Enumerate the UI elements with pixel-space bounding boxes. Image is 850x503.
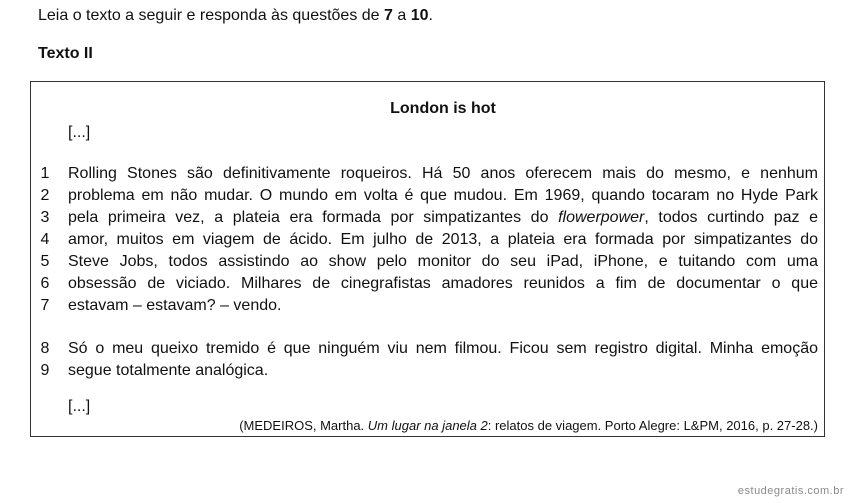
citation-book-title: Um lugar na janela 2 xyxy=(367,418,488,433)
instruction-text xyxy=(38,7,433,25)
line-text xyxy=(68,207,818,229)
line-text: segue totalmente analógica. xyxy=(68,362,269,379)
text-line xyxy=(38,163,818,185)
line-number: 6 xyxy=(40,275,50,292)
line-number: 1 xyxy=(40,165,50,182)
line-number: 3 xyxy=(40,209,50,226)
text-line xyxy=(38,251,818,273)
instruction-suffix: . xyxy=(428,7,433,24)
text-line xyxy=(38,207,818,229)
citation xyxy=(239,418,818,433)
text-line xyxy=(38,360,818,382)
line-text: Steve Jobs, todos assistindo ao show pelo monitor do seu iPad, iPhone, e tuitando com uma xyxy=(68,253,818,270)
ellipsis-bottom: [...] xyxy=(68,398,91,415)
line-text-post: , todos curtindo paz e xyxy=(644,209,818,226)
line-number: 4 xyxy=(40,231,50,248)
italic-term: flowerpower xyxy=(558,209,645,226)
line-text-pre: pela primeira vez, a plateia era formada por simpatizantes do xyxy=(68,209,559,226)
text-line xyxy=(38,295,818,317)
instruction-prefix: Leia o texto a seguir e responda às questões de xyxy=(38,7,385,24)
line-number: 2 xyxy=(40,187,50,204)
line-number: 7 xyxy=(40,297,50,314)
ellipsis-top: [...] xyxy=(68,124,91,141)
line-text: estavam – estavam? – vendo. xyxy=(68,297,282,314)
line-text: amor, muitos em viagem de ácido. Em julho de 2013, a plateia era formada por simpatizantes do xyxy=(68,231,818,248)
watermark: estudegratis.com.br xyxy=(737,485,844,497)
instruction-middle: a xyxy=(392,7,411,24)
line-text: problema em não mudar. O mundo em volta é que mudou. Em 1969, quando tocaram no Hyde Park xyxy=(68,187,818,204)
line-number: 8 xyxy=(40,340,50,357)
poem-title: London is hot xyxy=(390,100,496,117)
text-line xyxy=(38,338,818,360)
text-line xyxy=(38,273,818,295)
paragraph-1 xyxy=(38,163,818,317)
text-line xyxy=(38,229,818,251)
line-number: 5 xyxy=(40,253,50,270)
line-text: Só o meu queixo tremido é que ninguém viu nem filmou. Ficou sem registro digital. Minha emoção xyxy=(68,340,818,357)
question-start: 7 xyxy=(384,7,393,24)
citation-pre: (MEDEIROS, Martha. xyxy=(239,418,368,433)
section-title: Texto II xyxy=(38,45,93,62)
line-number: 9 xyxy=(40,362,50,379)
line-text: obsessão de viciado. Milhares de cinegrafistas amadores reunidos a fim de documentar o que xyxy=(68,275,818,292)
line-text: Rolling Stones são definitivamente roqueiros. Há 50 anos oferecem mais do mesmo, e nenhum xyxy=(68,165,818,182)
paragraph-2 xyxy=(38,338,818,382)
question-end: 10 xyxy=(410,7,429,24)
citation-post: : relatos de viagem. Porto Alegre: L&PM, 2016, p. 27-28.) xyxy=(487,418,818,433)
text-line xyxy=(38,185,818,207)
